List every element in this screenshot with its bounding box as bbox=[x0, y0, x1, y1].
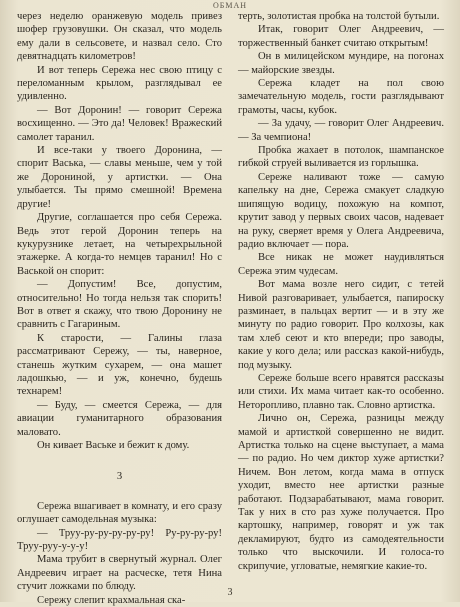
paragraph: через неделю оранжевую модель привез шофер грузовушки. Он сказал, что модель ему дали в сельсовете, и назвал село. Сто девятнадцать километров! bbox=[17, 11, 222, 63]
paragraph: терть, золотистая пробка на толстой бутыли. bbox=[238, 11, 440, 22]
paragraph: — Труу-ру-ру-ру-ру-ру! Ру-ру-ру-ру! Труу-руу-у-у-у! bbox=[17, 527, 222, 553]
paragraph: Все никак не может наудивляться Сережа этим чудесам. bbox=[238, 252, 444, 277]
paragraph: И вот теперь Сережа нес свою птицу с переломанным крылом, разглядывал ее удивленно. bbox=[17, 64, 222, 103]
paragraph: Сережа кладет на пол свою замечательную модель, гости разглядывают грамоты, часы, кубок. bbox=[238, 78, 444, 116]
paragraph: Лично он, Сережа, разницы между мамой и артисткой совершенно не видит. Артистка только на сцене выступает, а мама — по радио. Но чем диктор хуже артистки? Ничем. Вон летом, когда мама в отпуск уходит, вместо нее артистки разные работают. Подзарабатывают, мама говорит. Так у них в сто раз хуже получается. Про картошку, например, говорят и уж так декламируют, будто из самодеятельности только что выскочили. И голоса-то скрипучие, угловатые, немягкие какие-то. bbox=[238, 413, 444, 572]
paragraph: Вот мама возле него сидит, с тетей Нивой разговаривает, улыбается, папироску разминает, в пальцах вертит — и в эту же минуту по радио говорит. Про колхозы, как там хлеб сеют и кто впереди; про заводы, какие у кого дела; или рассказ какой-нибудь, под музыку. bbox=[238, 279, 444, 371]
paragraph: Сережа вшагивает в комнату, и его сразу оглушает самодельная музыка: bbox=[17, 500, 222, 526]
page-number: 3 bbox=[227, 587, 233, 598]
paragraph: — Вот Доронин! — говорит Сережа восхищенно. — Это да! Человек! Вражеский самолет таранил. bbox=[17, 104, 222, 143]
paragraph: Мама трубит в свернутый журнал. Олег Андреевич играет на расческе, тетя Нина стучит ложками по блюду. bbox=[17, 554, 222, 593]
paragraph: И все-таки у твоего Доронина, — спорит Васька, — славы меньше, чем у той же Дорониной, у артистки. — Она улыбается. Ты прямо смешной! Времена другие! bbox=[17, 145, 222, 210]
paragraph: Сереже больше всего нравятся рассказы или стихи. Их мама читает как-то особенно. Неторопливо, плавно так. Словно артистка. bbox=[238, 372, 444, 411]
paragraph: Он в милицейском мундире, на погонах — майорские звезды. bbox=[238, 51, 444, 76]
paragraph: К старости, — Галины глаза рассматривают Сережу, — ты, наверное, станешь жутким сухарем, — она машет ладошкью, — и уж, конечно, будешь технарем! bbox=[17, 332, 222, 398]
running-header: ОБМАН bbox=[212, 1, 248, 10]
right-column bbox=[238, 10, 444, 573]
paragraph: Сереже наливают тоже — самую капельку на дне, Сережа смакует сладкую шипящую водицу, похожую на компот, крутит завод у первых своих часов, надевает на руку, сверяет время у Олега Андреевича, радио включает — пора. bbox=[238, 171, 444, 250]
paragraph: — Допустим! Все, допустим, относительно! Но тогда нельзя так спорить! Вот в ответ я скажу, что твою Доронину не сравнить с Гагариным. bbox=[17, 279, 222, 331]
paragraph: Другие, соглашается про себя Сережа. Ведь этот герой Доронин теперь на кукурузнике летает, на четырехрыльной этажерке. А когда-то немцев таранил! Но с Васькой он спорит: bbox=[17, 212, 222, 277]
paragraph: Сережу слепит крахмальная ска- bbox=[37, 594, 186, 606]
paragraph: Итак, говорит Олег Андреевич, — торжественный банкет считаю открытым! bbox=[238, 24, 444, 49]
paragraph: Он кивает Ваське и бежит к дому. bbox=[37, 440, 190, 451]
left-column bbox=[17, 10, 222, 607]
paragraph: — Буду, — смеется Сережа, — для авиации гуманитарного образования маловато. bbox=[17, 399, 222, 438]
paragraph: — За удачу, — говорит Олег Андреевич. — За чемпиона! bbox=[238, 118, 444, 143]
paragraph: Пробка жахает в потолок, шампанское гибкой струей выливается из горлышка. bbox=[238, 145, 444, 170]
section-number: 3 bbox=[116, 471, 123, 483]
